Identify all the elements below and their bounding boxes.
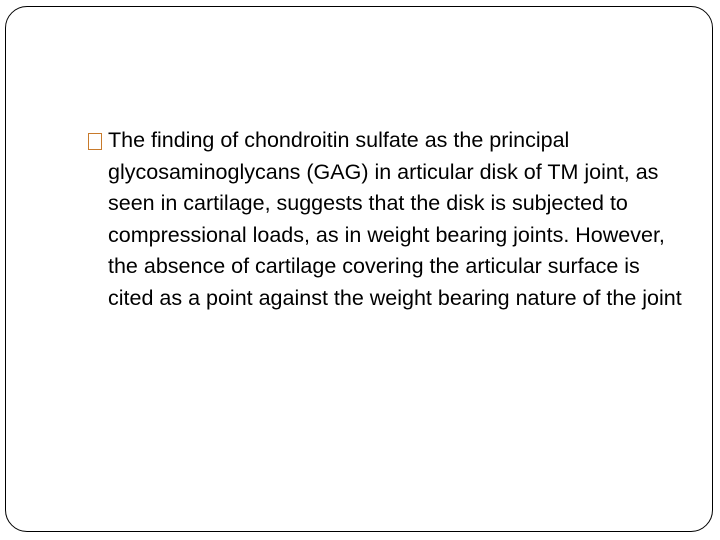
bullet-text: The finding of chondroitin sulfate as the principal glycosaminoglycans (GAG) in articular disk of TM joint, as seen in cartilage, suggests that the disk is subjected to compressional loads, as in weight bearing joints. However, the absence of cartilage covering the articular surface is cited as a point against the weight bearing nature of the joint: [108, 128, 682, 310]
slide-frame: [5, 6, 713, 532]
square-bullet-icon: [88, 133, 102, 150]
bullet-item: [88, 125, 688, 314]
